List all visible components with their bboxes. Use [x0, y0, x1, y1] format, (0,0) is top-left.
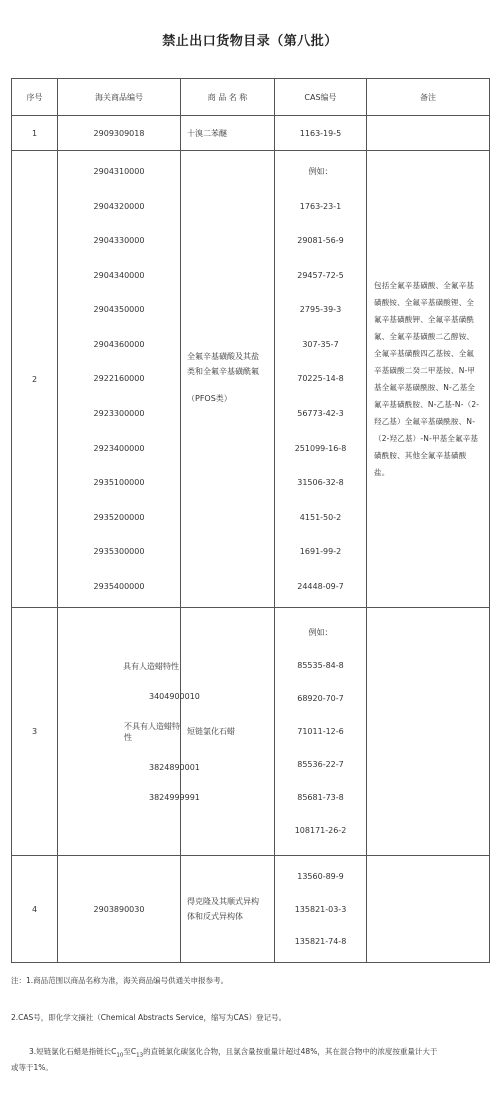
- hs-code: 2923400000: [93, 443, 145, 453]
- note-3-part: 至C: [123, 1047, 137, 1056]
- product-name-line: 体和反式异构体: [187, 912, 243, 921]
- note-1: 注：1.商品范围以商品名称为准，海关商品编号供通关申报参考。: [11, 976, 229, 985]
- header-cas: CAS编号: [275, 79, 367, 116]
- hs-code: 3824890001: [149, 762, 200, 772]
- cas-number: 例如：: [308, 627, 333, 637]
- product-name-line: （PFOS类）: [187, 393, 232, 403]
- row-hs-code-list: [58, 608, 200, 856]
- hs-code: 2935400000: [93, 581, 145, 591]
- row-cas-list: [275, 608, 367, 856]
- table-row: [12, 116, 490, 151]
- row-product-name: 短链氯化石蜡: [181, 608, 275, 856]
- row-seq: 2: [12, 151, 58, 608]
- cas-number: 135821-03-3: [294, 904, 347, 914]
- row-hs-code: 2909309018: [58, 116, 181, 151]
- cas-number: 29081-56-9: [297, 236, 344, 246]
- row-cas: 1163-19-5: [275, 116, 367, 151]
- cas-number: 4151-50-2: [299, 512, 342, 522]
- row-product-name: 十溴二苯醚: [181, 116, 275, 151]
- row-seq: 3: [12, 608, 58, 856]
- row-product-name: [181, 151, 275, 608]
- row-cas-list: [275, 856, 367, 963]
- code-category-label: 具有人造蜡特性: [123, 661, 179, 671]
- cas-number: 85536-22-7: [297, 760, 344, 770]
- cas-number: 2795-39-3: [299, 305, 342, 315]
- cas-number: 31506-32-8: [297, 478, 344, 488]
- hs-code: 2935300000: [93, 547, 145, 557]
- row-remark: [367, 856, 490, 963]
- hs-code: 2904310000: [93, 167, 145, 176]
- cas-number: 251099-16-8: [294, 443, 347, 453]
- header-product-name: 商 品 名 称: [181, 79, 275, 116]
- cas-number: 1691-99-2: [299, 547, 342, 557]
- hs-code: 2904330000: [93, 236, 145, 246]
- cas-number: 29457-72-5: [297, 270, 344, 280]
- row-seq: 4: [12, 856, 58, 963]
- cas-number: 68920-70-7: [297, 693, 344, 703]
- note-3: [29, 1046, 437, 1059]
- note-2: 2.CAS号，即化学文摘社（Chemical Abstracts Service，缩写为CAS）登记号。: [11, 1013, 287, 1022]
- hs-code: 2935100000: [93, 478, 145, 488]
- table-row: [12, 151, 490, 608]
- hs-code: 2935200000: [93, 512, 145, 522]
- export-ban-table: [11, 78, 490, 963]
- hs-code: 2904320000: [93, 201, 145, 211]
- header-seq: 序号: [12, 79, 58, 116]
- cas-number: 307-35-7: [302, 339, 339, 349]
- hs-code: 2922160000: [93, 374, 145, 384]
- row-seq: 1: [12, 116, 58, 151]
- note-3-continued: 或等于1%。: [11, 1063, 53, 1072]
- note-3-subscript: 13: [136, 1052, 144, 1059]
- note-3-part: 3.短链氯化石蜡是指链长C: [29, 1047, 117, 1056]
- row-remark: [367, 116, 490, 151]
- cas-number: 85681-73-8: [297, 793, 344, 803]
- note-3-subscript: 10: [116, 1052, 124, 1059]
- row-product-name: [181, 856, 275, 963]
- hs-code: 2923300000: [93, 409, 145, 419]
- hs-code: 2904360000: [93, 339, 145, 349]
- product-name-line: 得克隆及其顺式异构: [187, 897, 259, 906]
- row-remark: [367, 608, 490, 856]
- code-category-label: 不具有人造蜡特性: [124, 721, 180, 742]
- page-title: 禁止出口货物目录（第八批）: [162, 34, 338, 49]
- product-name-line: 类和全氟辛基磺酰氟: [187, 366, 259, 376]
- remark-text: 包括全氟辛基磺酸、全氟辛基磺酸铵、全氟辛基磺酸锂、全氟辛基磺酸钾、全氟辛基磺酰氟、全氟辛基磺酸二乙醇铵、全氟辛基磺酸四乙基铵、全氟辛基磺酸二癸二甲基铵、N-甲基全氟辛基磺酰胺、N-乙基全氟辛基磺酰胺、N-乙基-N-（2-羟乙基）全氟辛基磺酰胺、N-（2-羟乙基）-N-甲基全氟辛基磺酰胺、其他全氟辛基磺酸盐。: [374, 281, 480, 477]
- cas-number: 13560-89-9: [297, 872, 344, 881]
- table-row: [12, 608, 490, 856]
- header-remark: 备注: [367, 79, 490, 116]
- product-name-line: 全氟辛基磺酸及其盐: [187, 351, 259, 361]
- cas-number: 71011-12-6: [297, 726, 344, 736]
- header-hs-code: 海关商品编号: [58, 79, 181, 116]
- table-header-row: [12, 79, 490, 116]
- cas-number: 70225-14-8: [297, 374, 344, 384]
- cas-number: 108171-26-2: [294, 826, 347, 836]
- hs-code: 2904350000: [93, 305, 145, 315]
- note-3-part: 的直链氯化碳氢化合物，且氯含量按重量计超过48%，其在混合物中的浓度按重量计大于: [143, 1047, 438, 1056]
- row-remark: [367, 151, 490, 608]
- cas-number: 85535-84-8: [297, 660, 344, 670]
- table-row: [12, 856, 490, 963]
- cas-number: 135821-74-8: [294, 937, 347, 946]
- hs-code: 3824999991: [149, 792, 200, 802]
- cas-number: 56773-42-3: [297, 409, 344, 419]
- row-hs-code: 2903890030: [58, 856, 181, 963]
- cas-number: 24448-09-7: [297, 581, 344, 591]
- row-hs-code-list: [58, 151, 181, 608]
- row-cas-list: [275, 151, 367, 608]
- hs-code: 2904340000: [93, 270, 145, 280]
- hs-code: 3404900010: [149, 691, 200, 701]
- cas-number: 例如：: [308, 167, 333, 176]
- cas-number: 1763-23-1: [299, 201, 342, 211]
